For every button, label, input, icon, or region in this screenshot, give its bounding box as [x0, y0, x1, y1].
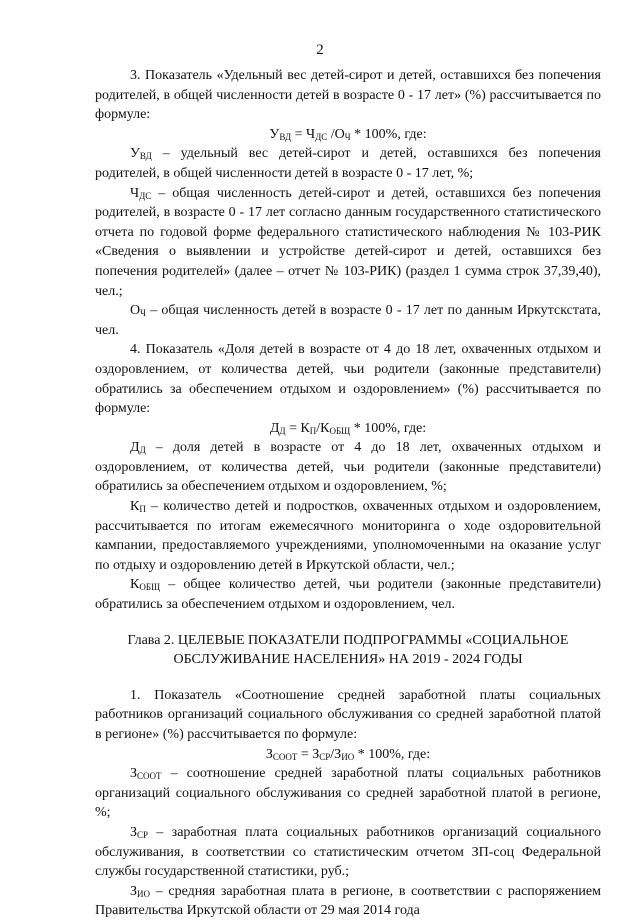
definition-chds: $Ч_{ДС}$ – общая численность детей-сирот и детей, оставшихся без попечения родителей, в возрасте 0 - 17 лет согласно данным государственного статистического отчета по годовой форме федерального статистического наблюдения № 103-РИК «Сведения о выявлении и устройстве детей-сирот и детей, оставшихся без попечения родителей» (далее – отчет № 103-РИК) (раздел 1 сумма строк 37,39,40), чел.; — [95, 185, 601, 299]
formula-salary-ratio: $З_{СООТ} = З_{СР}/З_{ИО} * 100\%$, где: — [265, 746, 431, 762]
definition-och: $О_Ч$ – общая численность детей в возрасте 0 - 17 лет по данным Иркутскстата, чел. — [95, 303, 601, 338]
formula-orphans-share: $У_{ВД} = Ч_{ДС}$ $/О_Ч * 100\%$, где: — [269, 126, 427, 142]
document-body — [95, 66, 601, 921]
definition-uvd: $У_{ВД}$ – удельный вес детей-сирот и детей, оставшихся без попечения родителей, в общей численности детей в возрасте 0 - 17 лет, %; — [95, 146, 601, 181]
definition-zio: $З_{ИО}$ – средняя заработная плата в регионе, в соответствии с распоряжением Правительства Иркутской области от 29 мая 2014 года — [95, 883, 601, 919]
definition-dd: $Д_Д$ – доля детей в возрасте от 4 до 18 лет, охваченных отдыхом и оздоровлением, от количества детей, чьи родители (законные представители) обратились за обеспечением отдыхом и оздоровлением, %; — [95, 440, 601, 495]
paragraph-indicator-3: 3. Показатель «Удельный вес детей-сирот и детей, оставшихся без попечения родителей, в общей численности детей в возрасте 0 - 17 лет» (%) рассчитывается по формуле: — [95, 68, 601, 123]
chapter-heading: Глава 2. ЦЕЛЕВЫЕ ПОКАЗАТЕЛИ ПОДПРОГРАММЫ «СОЦИАЛЬНОЕ ОБСЛУЖИВАНИЕ НАСЕЛЕНИЯ» НА 2019 - 2024 ГОДЫ — [127, 632, 569, 668]
paragraph-indicator-1: 1. Показатель «Соотношение средней заработной платы социальных работников организаций социального обслуживания со средней заработной платой в регионе» (%) рассчитывается по формуле: — [95, 687, 601, 742]
formula-children-recreation: $Д_Д = К_П/К_{ОБЩ} * 100\%$, где: — [269, 420, 427, 436]
definition-zsr: $З_{СР}$ – заработная плата социальных работников организаций социального обслуживания, в соответствии со статистическим отчетом ЗП-соц Федеральной службы государственной статистики, руб.; — [95, 824, 601, 880]
definition-kobshch: $К_{ОБЩ}$ – общее количество детей, чьи родители (законные представители) обратились за обеспечением отдыхом и оздоровлением, чел. — [95, 577, 601, 613]
definition-zsoot: $З_{СООТ}$ – соотношение средней заработной платы социальных работников организаций социального обслуживания со средней заработной платой в регионе, %; — [95, 766, 601, 821]
definition-kp: $К_П$ – количество детей и подростков, охваченных отдыхом и оздоровлением, рассчитывается по итогам ежемесячного мониторинга о ходе оздоровительной кампании, предоставляемого учреждениями, уполномоченными на оказание услуг по отдыху и оздоровлению детей в Иркутской области, чел.; — [95, 499, 601, 573]
page-number: 2 — [316, 42, 324, 58]
paragraph-indicator-4: 4. Показатель «Доля детей в возрасте от 4 до 18 лет, охваченных отдыхом и оздоровлением, от количества детей, чьи родители (законные представители) обратились за обеспечением отдыхом и оздоровлением» (%) рассчитывается по формуле: — [95, 342, 601, 417]
